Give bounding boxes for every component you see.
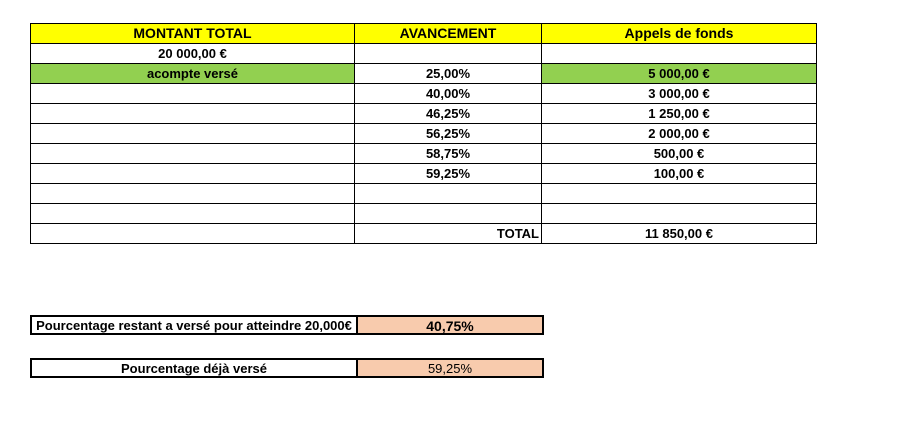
empty-cell[interactable] [31,204,355,224]
total-label-cell[interactable]: TOTAL [355,224,542,244]
header-row [31,24,817,44]
appel-cell[interactable]: 1 250,00 € [542,104,817,124]
avancement-cell[interactable]: 25,00% [355,64,542,84]
table-row [31,84,817,104]
table-row [31,64,817,84]
pourcentage-deja-verse-value[interactable]: 59,25% [358,360,542,376]
table-row [31,184,817,204]
total-value-cell[interactable]: 11 850,00 € [542,224,817,244]
table-row [31,124,817,144]
empty-cell[interactable] [31,224,355,244]
header-montant-total[interactable]: MONTANT TOTAL [31,24,355,44]
empty-cell[interactable] [31,144,355,164]
empty-cell[interactable] [31,124,355,144]
avancement-cell[interactable]: 58,75% [355,144,542,164]
avancement-cell[interactable]: 46,25% [355,104,542,124]
appel-cell[interactable]: 5 000,00 € [542,64,817,84]
table-row [31,104,817,124]
pourcentage-deja-verse-label[interactable]: Pourcentage déjà versé [32,360,358,376]
pourcentage-deja-verse-box [30,358,544,378]
appel-cell[interactable]: 100,00 € [542,164,817,184]
empty-cell[interactable] [542,204,817,224]
empty-cell[interactable] [355,44,542,64]
pourcentage-restant-value[interactable]: 40,75% [358,317,542,333]
pourcentage-restant-box [30,315,544,335]
appel-cell[interactable]: 2 000,00 € [542,124,817,144]
appel-cell[interactable]: 3 000,00 € [542,84,817,104]
avancement-cell[interactable]: 56,25% [355,124,542,144]
pourcentage-restant-label[interactable]: Pourcentage restant a versé pour atteindre 20,000€ [32,317,358,333]
header-appels-de-fonds[interactable]: Appels de fonds [542,24,817,44]
montant-value-cell[interactable]: 20 000,00 € [31,44,355,64]
montant-row [31,44,817,64]
appel-cell[interactable]: 500,00 € [542,144,817,164]
acompte-label-cell[interactable]: acompte versé [31,64,355,84]
avancement-cell[interactable]: 59,25% [355,164,542,184]
empty-cell[interactable] [542,184,817,204]
empty-cell[interactable] [355,184,542,204]
empty-cell[interactable] [31,104,355,124]
empty-cell[interactable] [31,164,355,184]
empty-cell[interactable] [31,184,355,204]
header-avancement[interactable]: AVANCEMENT [355,24,542,44]
appels-de-fonds-table [30,23,817,244]
table-row [31,204,817,224]
table-row [31,144,817,164]
empty-cell[interactable] [31,84,355,104]
empty-cell[interactable] [542,44,817,64]
avancement-cell[interactable]: 40,00% [355,84,542,104]
total-row [31,224,817,244]
table-row [31,164,817,184]
empty-cell[interactable] [355,204,542,224]
